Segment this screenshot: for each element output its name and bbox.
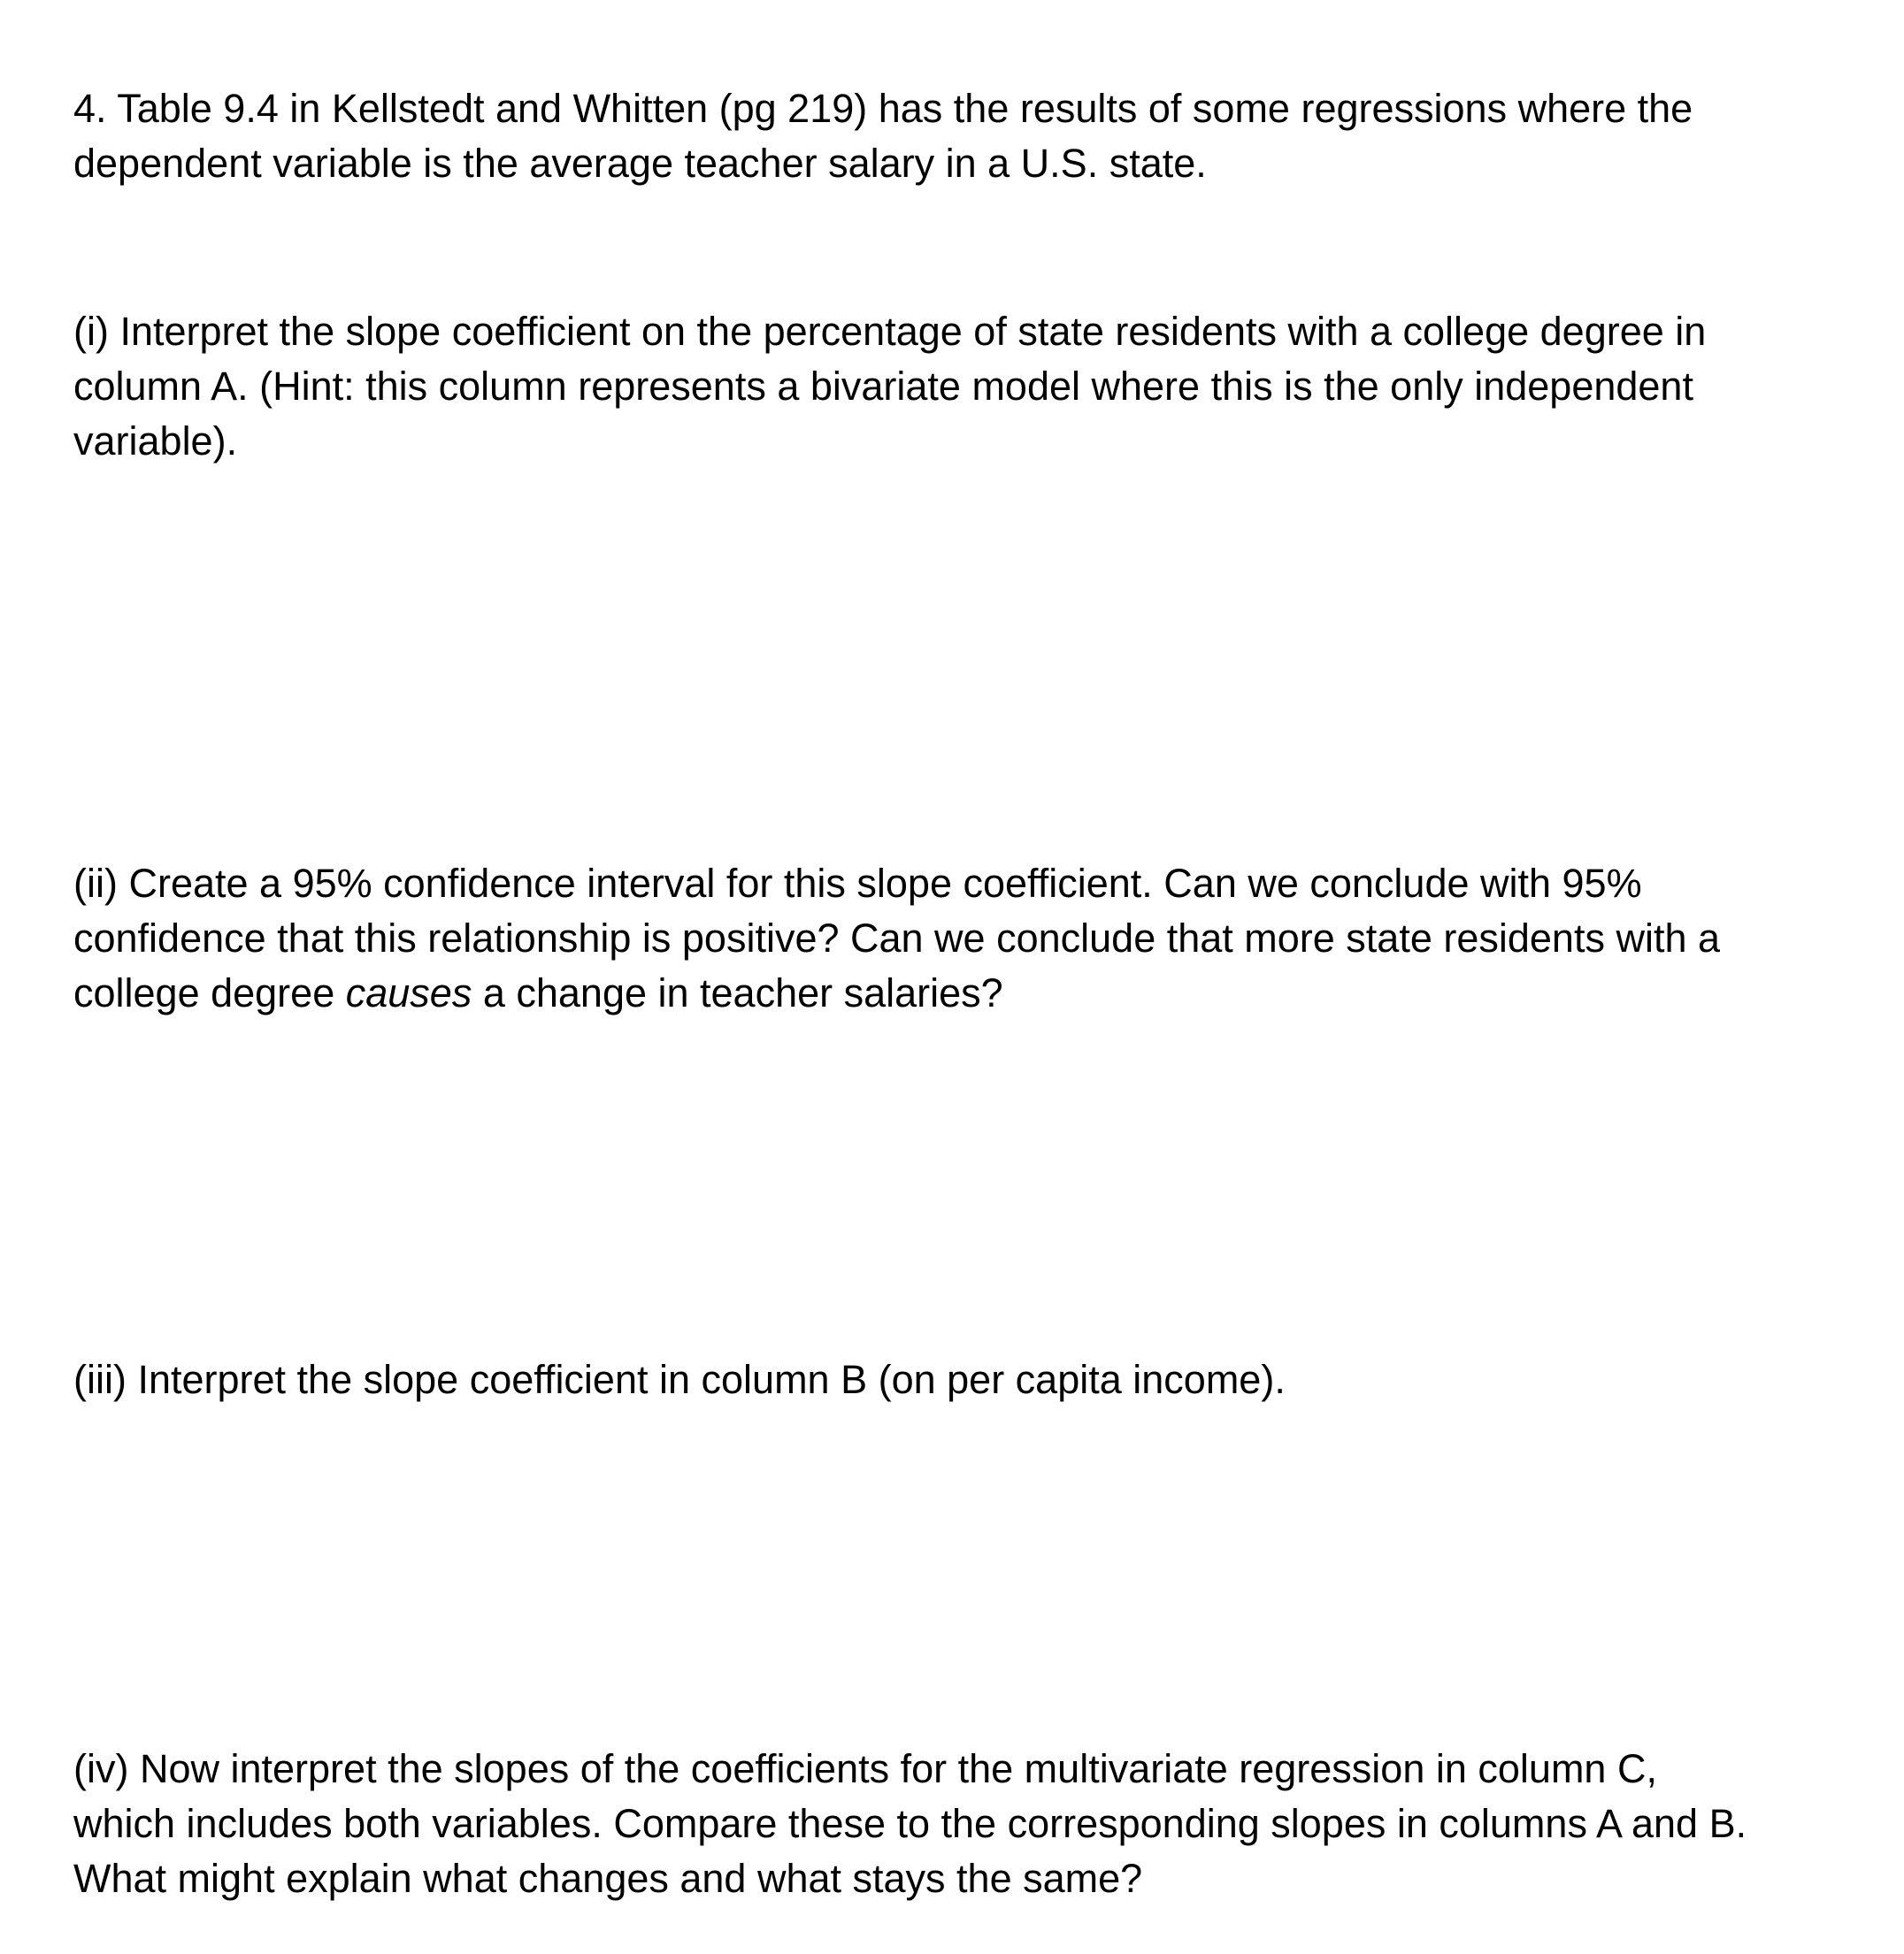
text-line: variable). [73,418,238,464]
emphasized-word: causes [345,970,472,1015]
text-line: (iii) Interpret the slope coefficient in column B (on per capita income). [73,1357,1286,1402]
question-intro-paragraph [73,81,1798,191]
text-segment: a change in teacher salaries? [472,970,1003,1015]
text-line: 4. Table 9.4 in Kellstedt and Whitten (pg 219) has the results of some regressions where the [73,86,1693,131]
text-line: which includes both variables. Compare these to the corresponding slopes in columns A and B. [73,1801,1747,1846]
blank-answer-space [73,191,1798,304]
part-i-paragraph [73,304,1798,469]
text-line: dependent variable is the average teacher salary in a U.S. state. [73,141,1207,186]
part-iii-paragraph [73,1352,1798,1407]
part-iv-paragraph [73,1742,1798,1906]
text-segment: college degree [73,970,346,1015]
part-ii-paragraph [73,856,1798,1021]
blank-answer-space [73,1407,1798,1742]
text-line: (ii) Create a 95% confidence interval for this slope coefficient. Can we conclude with 95% [73,861,1642,906]
blank-answer-space [73,469,1798,856]
blank-answer-space [73,1021,1798,1352]
text-line: column A. (Hint: this column represents a bivariate model where this is the only independent [73,364,1693,409]
text-line: (iv) Now interpret the slopes of the coefficients for the multivariate regression in column C, [73,1746,1657,1791]
text-line [73,966,1798,1021]
text-line: (i) Interpret the slope coefficient on the percentage of state residents with a college degree in [73,309,1707,354]
text-line: What might explain what changes and what stays the same? [73,1856,1143,1901]
text-line: confidence that this relationship is positive? Can we conclude that more state residents with a [73,916,1721,961]
